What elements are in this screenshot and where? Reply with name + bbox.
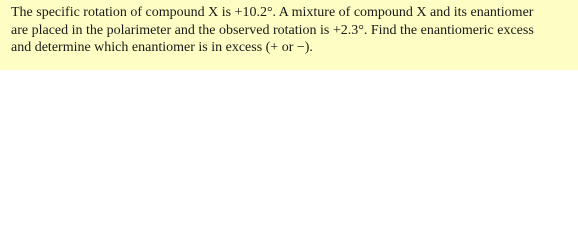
question-line-2: are placed in the polarimeter and the observed rotation is +2.3°. Find the enantiomeric excess: [11, 22, 534, 38]
question-card: [0, 0, 578, 70]
question-line-3: and determine which enantiomer is in excess (+ or −).: [11, 40, 313, 56]
question-line-1: The specific rotation of compound X is +10.2°. A mixture of compound X and its enantiomer: [11, 5, 534, 20]
question-text: [11, 4, 534, 57]
